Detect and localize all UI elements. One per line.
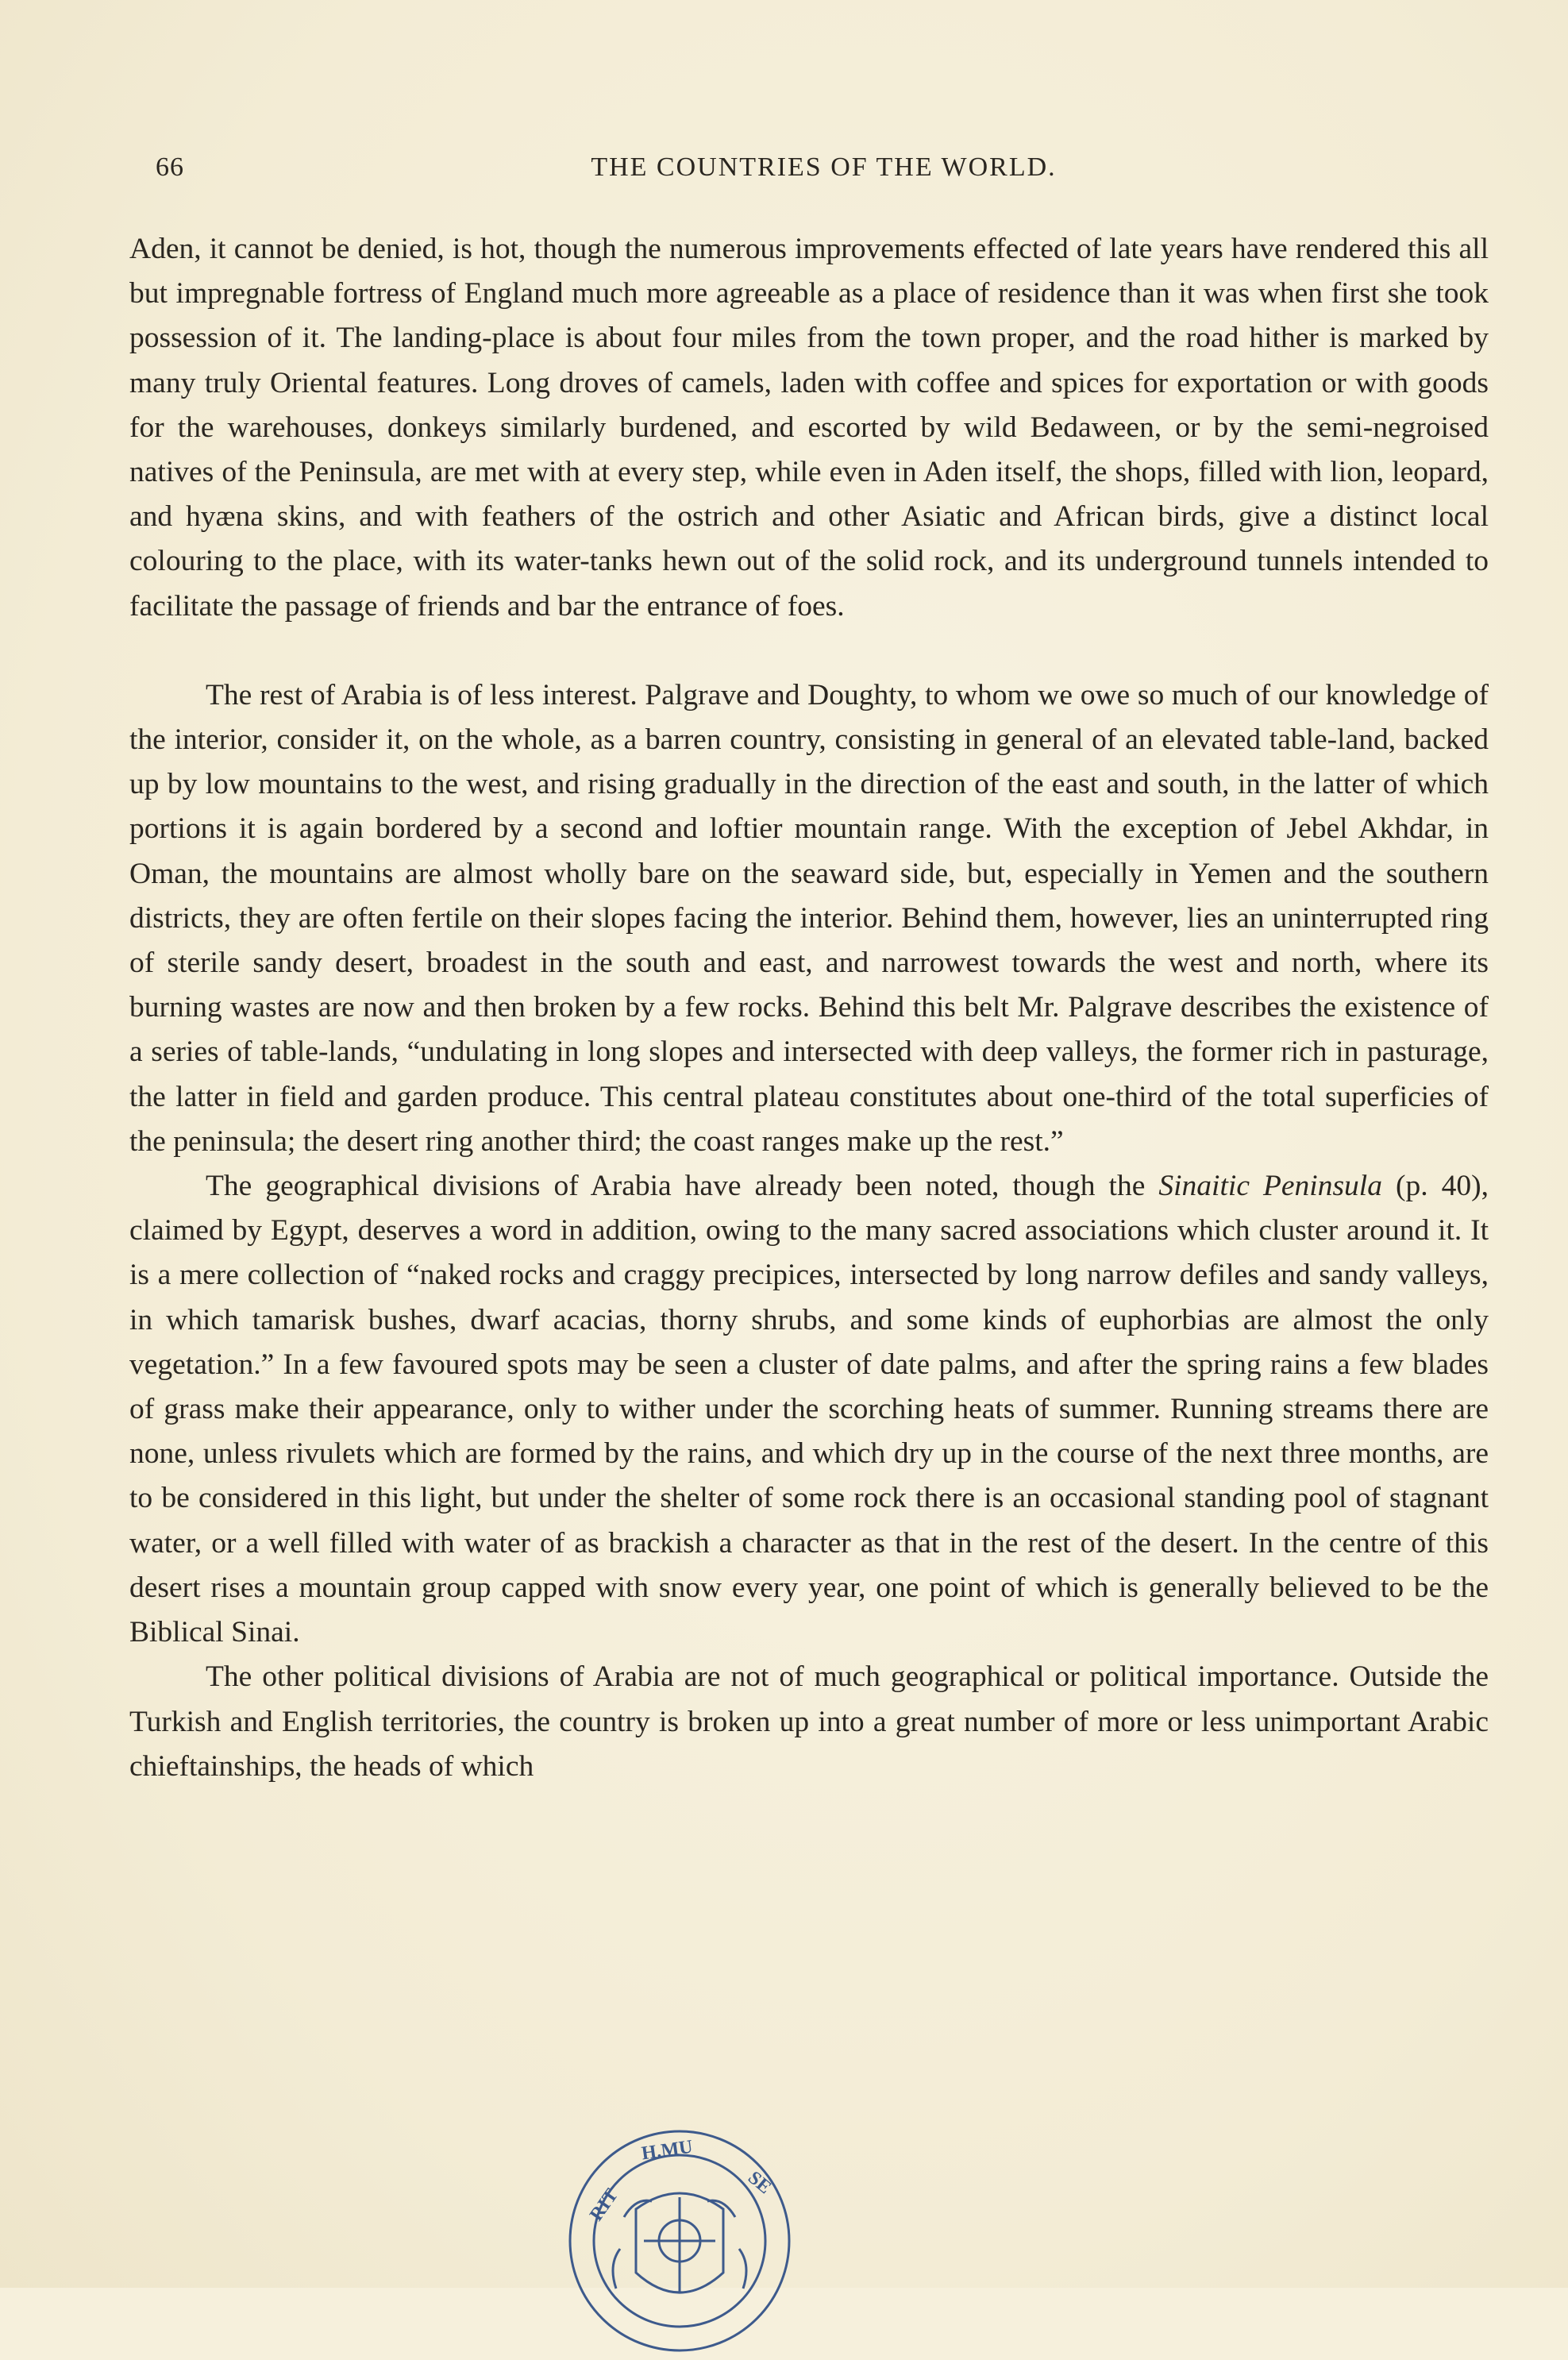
paragraph-rest-of-arabia: The rest of Arabia is of less interest. Palgrave and Doughty, to whom we owe so much of our knowledge of the interior, consider it, on the whole, as a barren country, consisting in general of an elevated table-land, backed up by low mountains to the west, and rising gradually in the direction of the east and south, in the latter of which portions it is again bordered by a second and loftier mountain range. With the exception of Jebel Akhdar, in Oman, the mountains are almost wholly bare on the seaward side, but, especially in Yemen and the southern districts, they are often fertile on their slopes facing the interior. Behind them, however, lies an uninterrupted ring of sterile sandy desert, broadest in the south and east, and narrowest towards the west and north, where its burning wastes are now and then broken by a few rocks. Behind this belt Mr. Palgrave describes the existence of a series of table-lands, “undulating in long slopes and intersected with deep valleys, the former rich in pasturage, the latter in field and garden produce. This central plateau constitutes about one-third of the total superficies of the peninsula; the desert ring another third; the coast ranges make up the rest.” bbox=[129, 678, 1489, 1158]
body-text bbox=[129, 227, 1489, 1789]
svg-text:H.MU: H.MU bbox=[640, 2136, 695, 2165]
paragraph-sinaitic-before: The geographical divisions of Arabia have already been noted, though the bbox=[206, 1170, 1159, 1203]
page-header bbox=[156, 152, 1444, 187]
paragraph-political-divisions: The other political divisions of Arabia are not of much geographical or political importance. Outside the Turkish and English territories, the country is broken up into a great number of more or less unimportant Arabic chieftainships, the heads of which bbox=[129, 1660, 1489, 1783]
paragraph-aden: Aden, it cannot be denied, is hot, though the numerous improvements effected of late years have rendered this all but impregnable fortress of England much more agreeable as a place of residence than it was when first she took possession of it. The landing-place is about four miles from the town proper, and the road hither is marked by many truly Oriental features. Long droves of camels, laden with coffee and spices for exportation or with goods for the warehouses, donkeys similarly burdened, and escorted by wild Bedaween, or by the semi-negroised natives of the Peninsula, are met with at every step, while even in Aden itself, the shops, filled with lion, leopard, and hyæna skins, and with feathers of the ostrich and other Asiatic and African birds, give a distinct local colouring to the place, with its water-tanks hewn out of the solid rock, and its underground tunnels intended to facilitate the passage of friends and bar the entrance of foes. bbox=[129, 233, 1489, 623]
paragraph-sinaitic-after: (p. 40), claimed by Egypt, deserves a word in addition, owing to the many sacred associations which cluster around it. It is a mere collection of “naked rocks and craggy precipices, intersected by long narrow defiles and sandy valleys, in which tamarisk bushes, dwarf acacias, thorny shrubs, and some kinds of euphorbias are almost the only vegetation.” In a few favoured spots may be seen a cluster of date palms, and after the spring rains a few blades of grass make their appearance, only to wither under the scorching heats of summer. Running streams there are none, unless rivulets which are formed by the rains, and which dry up in the course of the next three months, are to be considered in this light, but under the shelter of some rock there is an occasional standing pool of stagnant water, or a well filled with water of as brackish a character as that in the rest of the desert. In the centre of this desert rises a mountain group capped with snow every year, one point of which is generally believed to be the Biblical Sinai. bbox=[129, 1170, 1489, 1649]
library-stamp-icon bbox=[561, 2122, 799, 2360]
svg-text:RIT: RIT bbox=[586, 2185, 622, 2225]
page-number: 66 bbox=[156, 152, 184, 182]
paragraph-sinaitic-peninsula bbox=[129, 1164, 1489, 1655]
svg-text:SE: SE bbox=[744, 2167, 776, 2199]
running-title: THE COUNTRIES OF THE WORLD. bbox=[591, 152, 1057, 182]
sinaitic-peninsula-italic: Sinaitic Peninsula bbox=[1158, 1170, 1382, 1203]
